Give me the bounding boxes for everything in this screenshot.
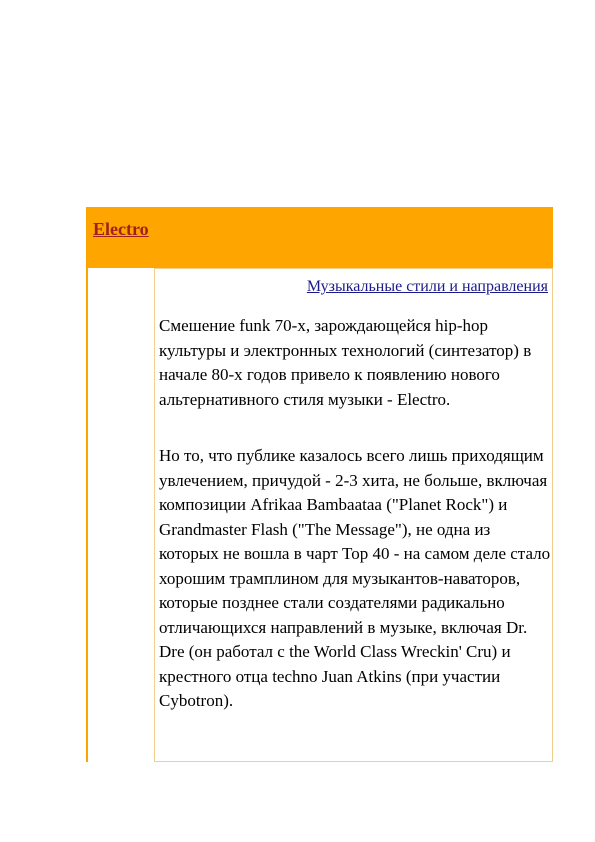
electro-link[interactable]: Electro <box>93 219 149 239</box>
header-bar <box>86 207 553 268</box>
paragraph-intro: Смешение funk 70-х, зарождающейся hip-hop культуры и электронных технологий (синтезатор) в начале 80-х годов привело к появлению нового альтернативного стиля музыки - Electro. <box>159 316 532 409</box>
content-box <box>154 268 553 762</box>
left-column <box>86 268 152 762</box>
paragraph-history: Но то, что публике казалось всего лишь приходящим увлечением, причудой - 2-3 хита, не больше, включая композиции Afrikaa Bambaataa ("Planet Rock") и Grandmaster Flash ("The Message"), не одна из которых не вошла в чарт Top 40 - на самом деле стало хорошим трамплином для музыкантов-наваторов, которые позднее стали создателями радикально отличающихся направлений в музыке, включая Dr. Dre (он работал с the World Class Wreckin' Cru) и крестного отца techno Juan Atkins (при участии Cybotron). <box>159 446 551 710</box>
music-styles-link[interactable]: Музыкальные стили и направления <box>306 278 548 295</box>
